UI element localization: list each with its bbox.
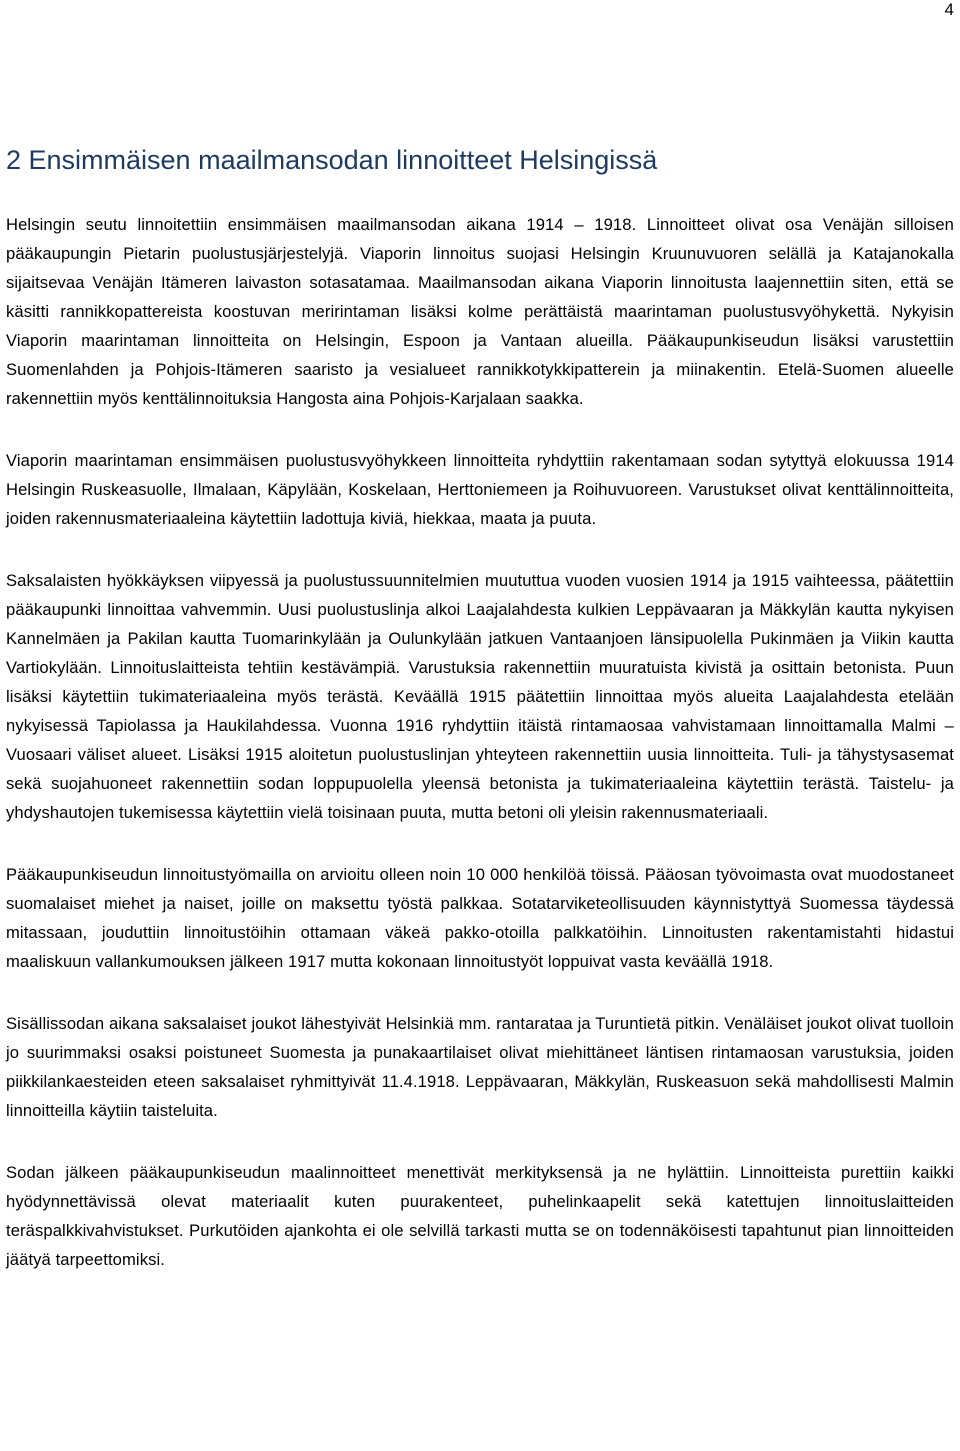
paragraph-6: Sodan jälkeen pääkaupunkiseudun maalinnoitteet menettivät merkityksensä ja ne hylättiin. Linnoitteista purettiin kaikki hyödynnettävissä olevat materiaalit kuten puurakenteet, puhelinkaapelit sekä katettujen linnoituslaitteiden teräspalkkivahvistukset. Purkutöiden ajankohta ei ole selvillä tarkasti mutta se on todennäköisesti tapahtunut pian linnoitteiden jäätyä tarpeettomiksi. <box>6 1163 954 1269</box>
paragraph-4: Pääkaupunkiseudun linnoitustyömailla on arvioitu olleen noin 10 000 henkilöä töissä. Pääosan työvoimasta ovat muodostaneet suomalaiset miehet ja naiset, joille on maksettu työstä palkkaa. Sotatarviketeollisuuden käynnistyttyä Suomessa täydessä mitassaan, jouduttiin linnoitustöihin ottamaan väkeä pakko-otoilla palkkatöihin. Linnoitusten rakentamistahti hidastui maaliskuun vallankumouksen jälkeen 1917 mutta kokonaan linnoitustyöt loppuivat vasta keväällä 1918. <box>6 865 954 971</box>
paragraph-5: Sisällissodan aikana saksalaiset joukot lähestyivät Helsinkiä mm. rantarataa ja Turuntietä pitkin. Venäläiset joukot olivat tuolloin jo suurimmaksi osaksi poistuneet Suomesta ja punakaartilaiset olivat miehittäneet läntisen rintamaosan varustuksia, joiden piikkilankaesteiden eteen saksalaiset ryhmittyivät 11.4.1918. Leppävaaran, Mäkkylän, Ruskeasuon sekä mahdollisesti Malmin linnoitteilla käytiin taisteluita. <box>6 1014 954 1120</box>
body-text <box>6 210 954 1307</box>
paragraph-2: Viaporin maarintaman ensimmäisen puolustusvyöhykkeen linnoitteita ryhdyttiin rakentamaan sodan sytyttyä elokuussa 1914 Helsingin Ruskeasuolle, Ilmalaan, Käpylään, Koskelaan, Herttoniemeen ja Roihuvuoreen. Varustukset olivat kenttälinnoitteita, joiden rakennusmateriaaleina käytettiin ladottuja kiviä, hiekkaa, maata ja puuta. <box>6 451 954 528</box>
paragraph-3: Saksalaisten hyökkäyksen viipyessä ja puolustussuunnitelmien muututtua vuoden vuosien 1914 ja 1915 vaihteessa, päätettiin pääkaupunki linnoittaa vahvemmin. Uusi puolustuslinja alkoi Laajalahdesta kulkien Leppävaaran ja Mäkkylän kautta nykyisen Kannelmäen ja Pakilan kautta Tuomarinkylään ja Oulunkylään jatkuen Vantaanjoen länsipuolella Pukinmäen ja Viikin kautta Vartiokylään. Linnoituslaitteista tehtiin kestävämpiä. Varustuksia rakennettiin muuratuista kivistä ja osittain betonista. Puun lisäksi käytettiin tukimateriaaleina myös terästä. Keväällä 1915 päätettiin linnoittaa myös alueita Laajalahdesta etelään nykyisessä Tapiolassa ja Haukilahdessa. Vuonna 1916 ryhdyttiin itäistä rintamaosaa vahvistamaan linnoittamalla Malmi – Vuosaari väliset alueet. Lisäksi 1915 aloitetun puolustuslinjan yhteyteen rakennettiin uusia linnoitteita. Tuli- ja tähystysasemat sekä suojahuoneet rakennettiin sodan loppupuolella yleensä betonista ja tukimateriaaleina käytettiin terästä. Taistelu- ja yhdyshautojen tukemisessa käytettiin vielä toisinaan puuta, mutta betoni oli yleisin rakennusmateriaali. <box>6 571 954 822</box>
section-heading: 2 Ensimmäisen maailmansodan linnoitteet Helsingissä <box>6 145 658 175</box>
page-number: 4 <box>944 0 954 19</box>
paragraph-1: Helsingin seutu linnoitettiin ensimmäisen maailmansodan aikana 1914 – 1918. Linnoitteet olivat osa Venäjän silloisen pääkaupungin Pietarin puolustusjärjestelyjä. Viaporin linnoitus suojasi Helsingin Kruunuvuoren selällä ja Katajanokalla sijaitsevaa Venäjän Itämeren laivaston sotasatamaa. Maailmansodan aikana Viaporin linnoitusta laajennettiin siten, että se käsitti rannikkopattereista koostuvan meririntaman lisäksi kolme perättäistä maarintaman puolustusvyöhykettä. Nykyisin Viaporin maarintaman linnoitteita on Helsingin, Espoon ja Vantaan alueilla. Pääkaupunkiseudun lisäksi varustettiin Suomenlahden ja Pohjois-Itämeren saaristo ja vesialueet rannikkotykkipatterein ja miinakentin. Etelä-Suomen alueelle rakennettiin myös kenttälinnoituksia Hangosta aina Pohjois-Karjalaan saakka. <box>6 215 954 408</box>
